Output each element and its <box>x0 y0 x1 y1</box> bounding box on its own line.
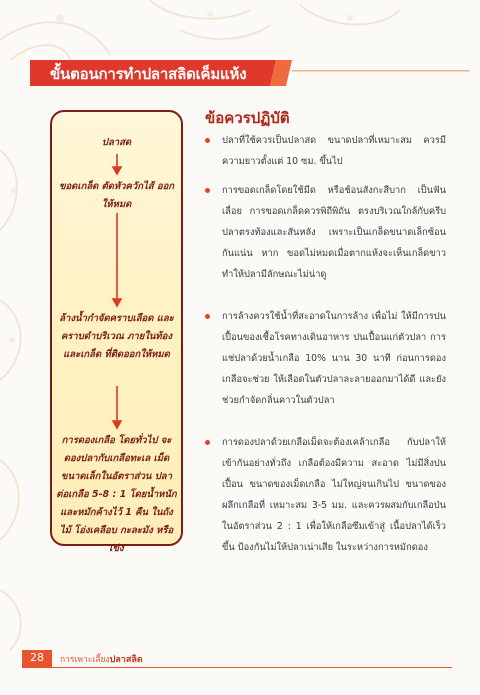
flow-arrow-2-head <box>113 299 121 306</box>
book-title-prefix: การเพาะเลี้ยง <box>60 655 110 665</box>
process-flowchart <box>50 110 183 554</box>
bullet-icon <box>205 314 210 319</box>
bullet-icon <box>205 440 210 445</box>
guideline-text: การดองปลาด้วยเกลือเม็ดจะต้องเคล้าเกลือ กับปลาให้เข้ากันอย่างทั่วถึง เกลือต้องมีความ สะอาด ไม่มีสิ่งปนเปื้อน ขนาดของเม็ดเกลือ ไม่ใหญ่จนเกินไป ขนาดของผลึกเกลือที่ เหมาะสม 3-5 มม. และควรผสมกับเกลือป่น ในอัตราส่วน 2 : 1 เพื่อให้เกลือซึมเข้าสู่ เนื้อปลาได้เร็วขึ้น ป้องกันไม่ให้ปลาเน่าเสีย ในระหว่างการหมักดอง <box>222 437 446 553</box>
guideline-text: การล้างควรใช้น้ำที่สะอาดในการล้าง เพื่อไม่ ให้มีการปนเปื้อนของเชื้อโรคทางเดินอาหาร ปนเปื้อนแก่ตัวปลา การแช่ปลาด้วยน้ำเกลือ 10% นาน 30 นาที ก่อนการดองเกลือจะช่วย ให้เลือดในตัวปลาละลายออกมาได้ดี และยัง ช่วยกำจัดกลิ่นคาวในตัวปลา <box>222 311 446 406</box>
bullet-icon <box>205 138 210 143</box>
footer-rule <box>52 667 452 668</box>
page-number: 28 <box>30 651 44 664</box>
title-banner <box>30 58 470 88</box>
flow-step-scale-gut: ขอดเกล็ด ตัดหัวควักไส้ ออกให้หมด <box>58 181 175 210</box>
flow-step-wash: ล้างน้ำกำจัดคราบเลือด และคราบดำบริเวณ ภายในท้องและเกล็ด ที่ติดออกให้หมด <box>59 313 174 360</box>
flow-arrow-3-head <box>113 421 121 428</box>
flow-step-fresh-fish: ปลาสด <box>101 137 132 148</box>
book-title <box>60 652 143 666</box>
guidelines-title: ข้อควรปฏิบัติ <box>205 109 290 127</box>
flow-step-salting: การดองเกลือ โดยทั่วไป จะดองปลากับเกลือทะเล เม็ดขนาดเล็กในอัตราส่วน ปลาต่อเกลือ 5-8 : 1 โดยน้ำหนัก และหมักค้างไว้ 1 คืน ในถังไม้ โอ่งเคลือบ กะละมัง หรือเข่ง <box>56 435 177 554</box>
book-title-main: ปลาสลิด <box>109 655 143 665</box>
page-title: ขั้นตอนการทำปลาสลิดเค็มแห้ง <box>50 65 247 83</box>
guideline-text: การขอดเกล็ดโดยใช้มีด หรือช้อนสังกะสีบาก เป็นฟันเลื่อย การขอดเกล็ดควรพิถีพิถัน ตรงบริเวณใกล้กับครีบปลาตรงท้องและสันหลัง เพราะเป็นเกล็ดขนาดเล็กซ้อนกันแน่น หาก ขอดไม่หมดเมื่อตากแห้งจะเห็นเกล็ดขาว ทำให้ปลามีลักษณะไม่น่าดู <box>222 185 446 280</box>
bullet-icon <box>205 188 210 193</box>
flow-arrow-1-head <box>113 167 121 174</box>
guideline-text: ปลาที่ใช้ควรเป็นปลาสด ขนาดปลาที่เหมาะสม ควรมีความยาวตั้งแต่ 10 ซม. ขึ้นไป <box>222 135 446 167</box>
